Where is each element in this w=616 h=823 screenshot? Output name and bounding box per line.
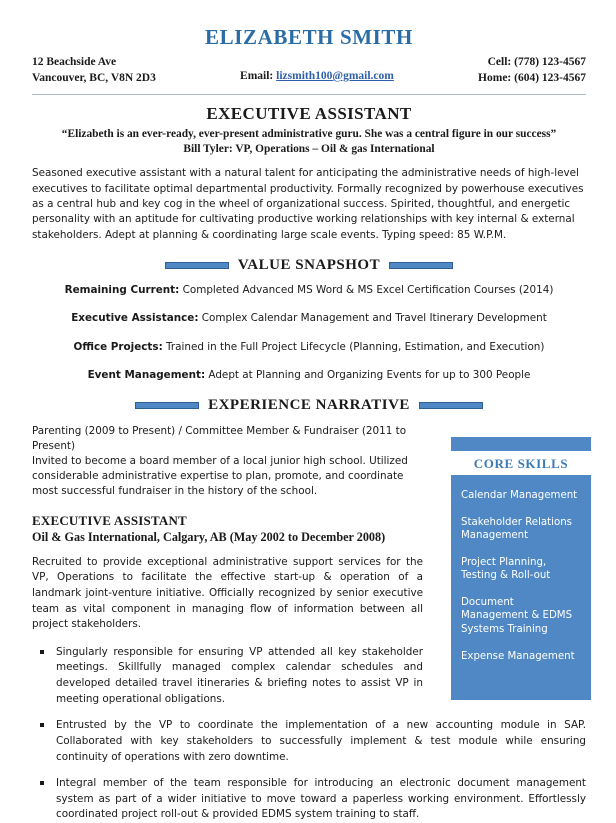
phone-column: [478, 55, 586, 87]
testimonial-attribution: Bill Tyler: VP, Operations – Oil & gas International: [183, 143, 435, 156]
professional-summary: Seasoned executive assistant with a natural talent for anticipating the administrative needs of high-level executives to facilitate optimal departmental productivity. Formally recognized by powerhouse executives as a central hub and key cog in the wheel of organizational success. Spirited, thoughtful, and energetic personality with an aptitude for cultivating productive working relationships with key internal & external stakeholders. Adept at planning & coordinating large scale events. Typing speed: 85 W.P.M.: [32, 167, 584, 241]
snapshot-label: Remaining Current:: [64, 283, 180, 296]
list-item: [32, 341, 586, 355]
list-item: Project Planning, Testing & Roll-out: [461, 556, 551, 582]
core-skills-box: [451, 437, 591, 700]
section-header-experience: [32, 397, 586, 414]
list-item: Stakeholder Relations Management: [461, 516, 572, 542]
email-column: [240, 55, 394, 85]
bullet-square-icon: [40, 781, 44, 785]
bullet-square-icon: [40, 650, 44, 654]
address-line-1: 12 Beachside Ave: [32, 56, 117, 69]
snapshot-label: Office Projects:: [73, 340, 163, 353]
section-bar-right: [419, 402, 483, 409]
core-skills-list: [451, 489, 591, 676]
contact-block: [32, 55, 586, 87]
bullet-text: Entrusted by the VP to coordinate the implementation of a new accounting module in SAP. Collaborated with key stakeholders to successfully implement & test module while ensuring continuity of operations with zero downtime.: [56, 719, 586, 763]
address-column: [32, 55, 156, 87]
list-item: Document Management & EDMS Systems Training: [461, 596, 573, 635]
job-description: Recruited to provide exceptional administrative support services for the VP, Operations to facilitate the effective start-up & operation of a landmark joint-venture initiative. Officially recognized by senior executive team as vital component in managing flow of information between all project stakeholders.: [32, 555, 423, 631]
list-item: Expense Management: [461, 650, 575, 662]
email-label: Email:: [240, 70, 274, 83]
core-skills-title-band: [451, 451, 591, 475]
bullet-text: Singularly responsible for ensuring VP attended all key stakeholder meetings. Skillfully managed complex calendar schedules and developed detailed travel itineraries & briefing notes to assist VP in meeting operational obligations.: [56, 645, 423, 705]
value-snapshot-list: [32, 284, 586, 383]
list-item: [32, 284, 586, 298]
header-divider: [32, 94, 586, 95]
section-title-experience: EXPERIENCE NARRATIVE: [208, 396, 410, 413]
snapshot-text: Complex Calendar Management and Travel Itinerary Development: [198, 312, 547, 325]
job-title: EXECUTIVE ASSISTANT: [32, 513, 187, 529]
address-line-2: Vancouver, BC, V8N 2D3: [32, 71, 156, 84]
bullet-square-icon: [40, 723, 44, 727]
email-link[interactable]: lizsmith100@gmail.com: [276, 70, 394, 83]
list-item: [32, 312, 586, 326]
snapshot-label: Event Management:: [87, 369, 206, 382]
cell-phone: Cell: (778) 123-4567: [487, 56, 586, 69]
snapshot-text: Trained in the Full Project Lifecycle (Planning, Estimation, and Execution): [162, 340, 545, 353]
section-title-value-snapshot: VALUE SNAPSHOT: [237, 256, 381, 273]
volunteer-role-body: Invited to become a board member of a local junior high school. Utilized considerable administrative expertise to plan, promote, and coordinate most successful fundraiser in the history of the school.: [32, 455, 408, 498]
snapshot-label: Executive Assistance:: [71, 312, 199, 325]
list-item: [32, 369, 586, 383]
list-item: Calendar Management: [461, 490, 578, 501]
section-header-value-snapshot: [32, 257, 586, 274]
bullet-text: Integral member of the team responsible for introducing an electronic document management system as part of a wider initiative to move toward a paperless working environment. Effortlessly coordinated project roll-out & provided EDMS system training to staff.: [56, 777, 586, 821]
section-bar-left: [165, 262, 229, 269]
section-bar-left: [135, 402, 199, 409]
snapshot-text: Completed Advanced MS Word & MS Excel Certification Courses (2014): [179, 283, 554, 296]
candidate-name: ELIZABETH SMITH: [205, 25, 413, 49]
list-item: [32, 718, 586, 765]
job-employer-dates: Oil & Gas International, Calgary, AB (May 2002 to December 2008): [32, 529, 386, 544]
snapshot-text: Adept at Planning and Organizing Events for up to 300 People: [205, 369, 531, 382]
home-phone: Home: (604) 123-4567: [478, 71, 586, 84]
core-skills-title: CORE SKILLS: [473, 456, 569, 471]
volunteer-role-title: Parenting (2009 to Present) / Committee Member & Fundraiser (2011 to Present): [32, 424, 407, 452]
section-bar-right: [389, 262, 453, 269]
target-role-title: EXECUTIVE ASSISTANT: [206, 103, 412, 123]
testimonial-quote: “Elizabeth is an ever-ready, ever-present administrative guru. She was a central figure in our success”: [61, 127, 557, 140]
